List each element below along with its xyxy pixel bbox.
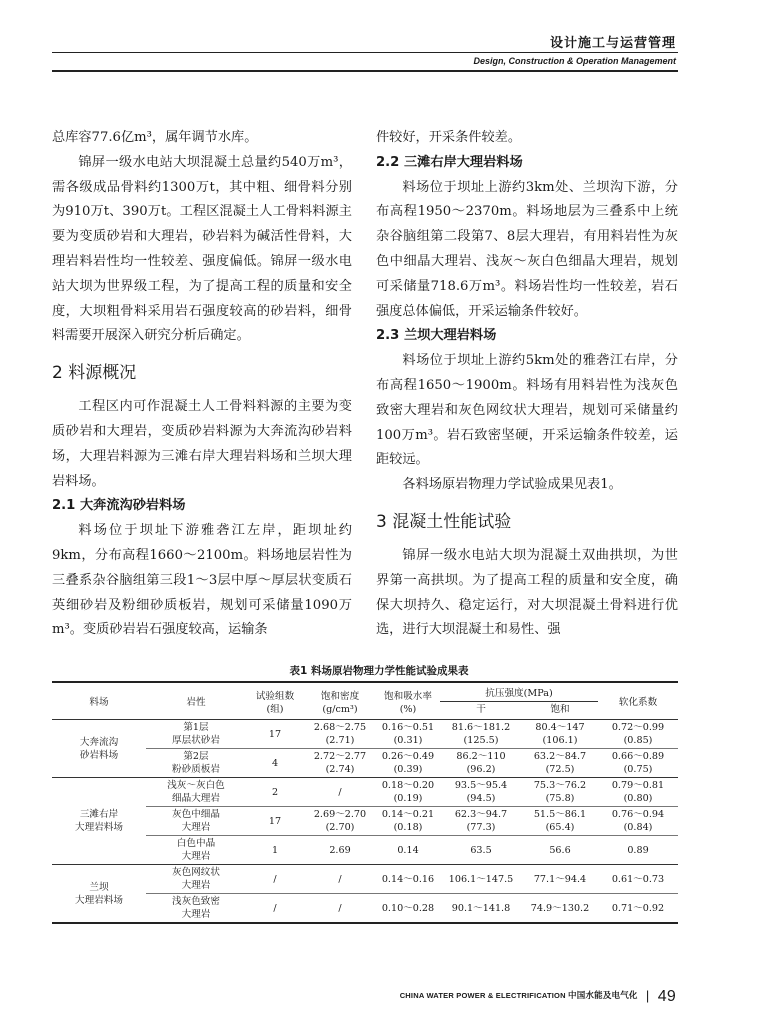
header-rule-top <box>52 52 678 53</box>
cell: 62.3～94.7 (77.3) <box>440 807 522 836</box>
header-cell: 干 <box>476 704 486 715</box>
section-heading: 3 混凝土性能试验 <box>376 511 512 532</box>
cell: 0.16～0.51 (0.31) <box>376 720 440 749</box>
cell: 2.69 <box>304 836 376 865</box>
rock-cell: 浅灰色致密 大理岩 <box>146 894 246 924</box>
header-cell: 岩性 <box>146 682 246 720</box>
cell: 2.72～2.77 (2.74) <box>304 749 376 778</box>
section-heading: 2 料源概况 <box>52 363 137 384</box>
footer-divider: | <box>645 988 650 1003</box>
paragraph: 各料场原岩物理力学试验成果见表1。 <box>402 477 622 493</box>
cell: 0.89 <box>598 836 678 865</box>
cell: / <box>304 894 376 924</box>
header-section-title: 设计施工与运营管理 <box>549 36 676 51</box>
cell: 63.5 <box>440 836 522 865</box>
cell: 0.14～0.16 <box>376 865 440 894</box>
cell: / <box>304 865 376 894</box>
cell: 0.10～0.28 <box>376 894 440 924</box>
table-row <box>52 894 678 924</box>
rock-cell: 灰色网纹状 大理岩 <box>146 865 246 894</box>
cell: 81.6～181.2 (125.5) <box>440 720 522 749</box>
paragraph: 锦屏一级水电站大坝为混凝土双曲拱坝，为世界第一高拱坝。为了提高工程的质量和安全度，确保大坝持久、稳定运行，对大坝混凝土骨料进行优选，进行大坝混凝土和易性、强 <box>376 547 678 638</box>
journal-name-cn: 中国水能及电气化 <box>568 991 638 1001</box>
table-row <box>52 749 678 778</box>
site-cell: 三滩右岸 大理岩料场 <box>52 778 146 865</box>
header-cell: 料场 <box>52 682 146 720</box>
cell: 0.66～0.89 (0.75) <box>598 749 678 778</box>
table-row <box>52 720 678 749</box>
cell: 74.9～130.2 <box>522 894 598 924</box>
cell: 77.1～94.4 <box>522 865 598 894</box>
cell: 0.18～0.20 (0.19) <box>376 778 440 807</box>
cell: 80.4～147 (106.1) <box>522 720 598 749</box>
page-footer <box>400 988 676 1006</box>
cell: 75.3～76.2 (75.8) <box>522 778 598 807</box>
header-cell: 软化系数 <box>598 682 678 720</box>
cell: / <box>304 778 376 807</box>
subsection-heading: 2.1 大奔流沟砂岩料场 <box>52 498 186 514</box>
rock-cell: 白色中晶 大理岩 <box>146 836 246 865</box>
cell: 0.79～0.81 (0.80) <box>598 778 678 807</box>
subsection-heading: 2.3 兰坝大理岩料场 <box>376 328 497 344</box>
cell: 63.2～84.7 (72.5) <box>522 749 598 778</box>
table-row <box>52 865 678 894</box>
header-cell: 试验组数 (组) <box>246 682 304 720</box>
paragraph: 料场位于坝址下游雅砻江左岸，距坝址约9km，分布高程1660～2100m。料场地层岩性为三叠系杂谷脑组第三段1～3层中厚～厚层状变质石英细砂岩及粉细砂质板岩，规划可采储量1090万m³。变质砂岩岩石强度较高，运输条 <box>52 523 352 638</box>
left-column <box>52 126 352 643</box>
rock-cell: 第1层 厚层状砂岩 <box>146 720 246 749</box>
cell: 51.5～86.1 (65.4) <box>522 807 598 836</box>
paragraph: 锦屏一级水电站大坝混凝土总量约540万m³，需各级成品骨料约1300万t，其中粗、细骨料分别为910万t、390万t。工程区混凝土人工骨料料源主要为变质砂岩和大理岩，砂岩料为碱活性骨料，大理岩料岩性均一性较差、强度偏低。锦屏一级水电站大坝为世界级工程，为了提高工程的质量和安全度，大坝粗骨料采用岩石强度较高的砂岩料，细骨料需要开展深入研究分析后确定。 <box>52 154 352 344</box>
paragraph: 总库容77.6亿m³，属年调节水库。 <box>52 130 258 145</box>
cell: 93.5～95.4 (94.5) <box>440 778 522 807</box>
rock-cell: 第2层 粉砂质板岩 <box>146 749 246 778</box>
cell: 106.1～147.5 <box>440 865 522 894</box>
site-cell: 兰坝 大理岩料场 <box>52 865 146 924</box>
rock-cell: 浅灰～灰白色 细晶大理岩 <box>146 778 246 807</box>
cell: 0.71～0.92 <box>598 894 678 924</box>
paragraph: 件较好，开采条件较差。 <box>376 130 522 145</box>
journal-name-en: CHINA WATER POWER & ELECTRIFICATION <box>399 991 566 1000</box>
cell: 56.6 <box>522 836 598 865</box>
cell: 0.26～0.49 (0.39) <box>376 749 440 778</box>
table-caption: 表1 料场原岩物理力学性能试验成果表 <box>289 665 469 677</box>
cell: 0.14 <box>376 836 440 865</box>
cell: 90.1～141.8 <box>440 894 522 924</box>
cell: 0.61～0.73 <box>598 865 678 894</box>
cell: 17 <box>246 720 304 749</box>
right-column <box>376 126 678 643</box>
paragraph: 料场位于坝址上游约5km处的雅砻江右岸，分布高程1650～1900m。料场有用料岩性为浅灰色致密大理岩和灰色网纹状大理岩，规划可采储量约100万m³。岩石致密坚硬，开采运输条件较差，运距较远。 <box>376 353 678 468</box>
header-cell: 饱和吸水率 (%) <box>376 682 440 720</box>
header-cell: 饱和密度 (g/cm³) <box>304 682 376 720</box>
header-rule-bottom <box>52 70 678 72</box>
paragraph: 工程区内可作混凝土人工骨料料源的主要为变质砂岩和大理岩，变质砂岩料源为大奔流沟砂岩料场，大理岩料源为三滩右岸大理岩料场和兰坝大理岩料场。 <box>52 399 352 489</box>
header-cell: 饱和 <box>550 704 570 715</box>
header-cell: 抗压强度(MPa) <box>440 682 598 702</box>
cell: 0.14～0.21 (0.18) <box>376 807 440 836</box>
table-row <box>52 778 678 807</box>
cell: 2 <box>246 778 304 807</box>
site-cell: 大奔流沟 砂岩料场 <box>52 720 146 778</box>
cell: 17 <box>246 807 304 836</box>
rock-cell: 灰色中细晶 大理岩 <box>146 807 246 836</box>
cell: 86.2～110 (96.2) <box>440 749 522 778</box>
cell: 2.68～2.75 (2.71) <box>304 720 376 749</box>
cell: 2.69～2.70 (2.70) <box>304 807 376 836</box>
cell: / <box>246 865 304 894</box>
cell: 0.76～0.94 (0.84) <box>598 807 678 836</box>
table-row <box>52 807 678 836</box>
paragraph: 料场位于坝址上游约3km处、兰坝沟下游，分布高程1950～2370m。料场地层为三叠系中上统杂谷脑组第二段第7、8层大理岩，有用料岩性为灰色中细晶大理岩、浅灰～灰白色细晶大理岩，规划可采储量718.6万m³。料场岩性均一性较差，岩石强度总体偏低，开采运输条件较好。 <box>376 179 678 319</box>
cell: 0.72～0.99 (0.85) <box>598 720 678 749</box>
cell: / <box>246 894 304 924</box>
cell: 4 <box>246 749 304 778</box>
subsection-heading: 2.2 三滩右岸大理岩料场 <box>376 154 523 170</box>
table-row <box>52 836 678 865</box>
results-table <box>52 681 678 924</box>
cell: 1 <box>246 836 304 865</box>
page-number: 49 <box>657 988 676 1005</box>
header-section-subtitle: Design, Construction & Operation Management <box>473 56 676 66</box>
